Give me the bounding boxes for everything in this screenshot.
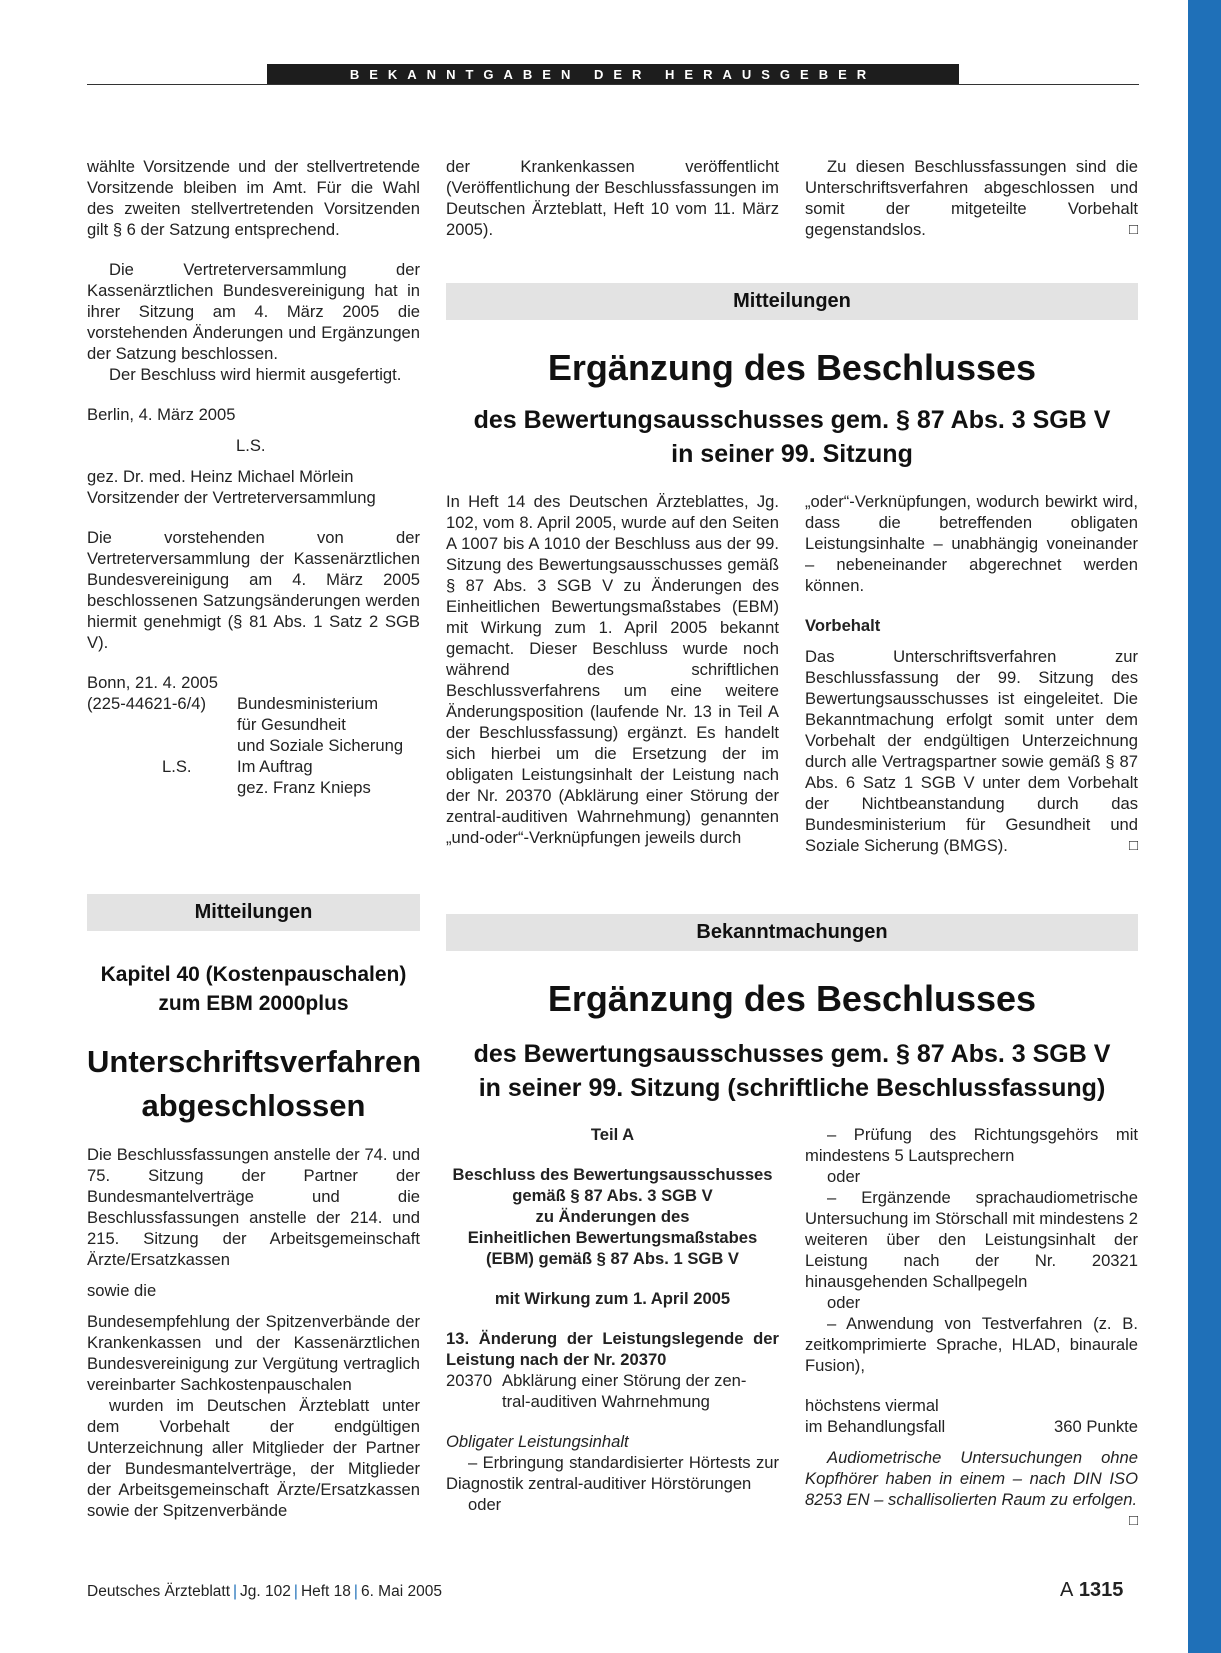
article-title: Ergänzung des Beschlusses	[547, 347, 1037, 388]
amendment-heading: 13. Änderung der Leistungslegende der Leistung nach der Nr. 20370	[446, 1329, 779, 1369]
paragraph: Bundesempfehlung der Spitzenverbände der Krankenkassen und der Kassenärztlichen Bundesvereinigung zur Vergütung vertraglich vereinbarter Sachkostenpauschalen	[87, 1312, 420, 1394]
issue: Heft 18	[300, 1583, 351, 1600]
decision-heading: gemäß § 87 Abs. 3 SGB V	[512, 1186, 713, 1205]
decision-heading: Beschluss des Bewertungsausschusses	[452, 1165, 773, 1184]
oder: oder	[827, 1293, 861, 1312]
decision-heading: (EBM) gemäß § 87 Abs. 1 SGB V	[486, 1249, 739, 1268]
paragraph: In Heft 14 des Deutschen Ärzteblattes, Jg. 102, vom 8. April 2005, wurde auf den Seiten A 1007 bis A 1010 der Beschluss aus der 99. Sitzung des Bewertungsausschusses gemäß § 87 Abs. 3 SGB V zu Änderungen des Einheitlichen Bewertungsmaßstabes (EBM) mit Wirkung zum 1. April 2005 bekannt gemacht. Dieser Beschluss wurde noch während des schriftlichen Beschlussverfahrens um eine weitere Änderungsposition (laufende Nr. 13 in Teil A der Beschlussfassung) ergänzt. Es handelt sich hierbei um die Ersetzung der im obligaten Leistungsinhalt der Leistung nach der Nr. 20370 (Abklärung einer Störung der zentral-auditiven Wahrnehmung) genannten „und-oder“-Verknüpfungen jeweils durch	[446, 492, 779, 847]
seal: L.S.	[236, 436, 266, 455]
subheading: Vorbehalt	[805, 616, 881, 635]
seal: L.S.	[162, 757, 192, 776]
ministry-line: für Gesundheit	[237, 715, 346, 734]
end-mark: □	[1128, 1512, 1138, 1529]
paragraph: „oder“-Verknüpfungen, wodurch bewirkt wird, dass die betreffenden obligaten Leistungsinhalte – unabhängig voneinander – nebeneinander abgerechnet werden können.	[805, 492, 1138, 595]
end-mark: □	[1128, 221, 1138, 238]
fee-description: tral-auditiven Wahrnehmung	[502, 1392, 710, 1411]
decision-heading: Einheitlichen Bewertungsmaßstabes	[467, 1228, 758, 1247]
article3-left-column	[446, 1124, 779, 1515]
fee-description: Abklärung einer Störung der zen-	[502, 1371, 747, 1390]
article-title: Unterschriftsverfahren	[87, 1044, 422, 1079]
kicker: zum EBM 2000plus	[158, 992, 349, 1015]
footer-citation: Deutsches Ärzteblatt | Jg. 102 | Heft 18 | 6. Mai 2005	[87, 1583, 442, 1600]
paragraph: – Erbringung standardisierter Hörtests zur Diagnostik zentral-auditiver Hörstörungen	[446, 1453, 779, 1493]
paragraph: Die Beschlussfassungen anstelle der 74. und 75. Sitzung der Partner der Bundesmantelverträge und die Beschlussfassungen anstelle der 214. und 215. Sitzung der Arbeitsgemeinschaft Ärzte/Ersatzkassen	[87, 1145, 420, 1269]
col3-top	[805, 156, 1138, 240]
signer: gez. Dr. med. Heinz Michael Mörlein	[87, 467, 354, 486]
edge-color-bar	[1188, 0, 1221, 1653]
decision-heading: zu Änderungen des	[535, 1207, 690, 1226]
paragraph: wurden im Deutschen Ärzteblatt unter dem Vorbehalt der endgültigen Unterzeichnung aller Mitglieder der Partner der Bundesmantelverträge, der Mitglieder der Arbeitsgemeinschaft Ärzte/Ersatzkassen sowie der Spitzenverbände	[87, 1396, 420, 1520]
place-date: Berlin, 4. März 2005	[87, 405, 236, 424]
paragraph: Zu diesen Beschlussfassungen sind die Unterschriftsverfahren abgeschlossen und somit der mitgeteilte Vorbehalt gegenstandslos. □	[805, 157, 1138, 239]
note: Audiometrische Untersuchungen ohne Kopfhörer haben in einem – nach DIN ISO 8253 EN – schallisolierten Raum zu erfolgen. □	[805, 1448, 1138, 1529]
fee-number: 20370	[446, 1371, 493, 1390]
header-rule	[87, 84, 1139, 85]
oder: oder	[827, 1167, 861, 1186]
paragraph: wählte Vorsitzende und der stellvertretende Vorsitzende bleiben im Amt. Für die Wahl des zweiten stellvertretenden Vorsitzenden gilt § 6 der Satzung entsprechend.	[87, 157, 420, 239]
section-header-band: BEKANNTGABEN DER HERAUSGEBER	[267, 64, 959, 85]
journal-name: Deutsches Ärzteblatt	[87, 1583, 231, 1600]
article-subtitle: in seiner 99. Sitzung (schriftliche Beschlussfassung)	[478, 1074, 1106, 1102]
frequency: höchstens viermal	[805, 1396, 939, 1415]
paragraph: – Anwendung von Testverfahren (z. B. zeitkomprimierte Sprache, HLAD, binaurale Fusion),	[805, 1314, 1138, 1375]
article-subtitle: des Bewertungsausschusses gem. § 87 Abs. 3 SGB V	[473, 406, 1111, 434]
place-date: Bonn, 21. 4. 2005	[87, 673, 219, 692]
paragraph: Der Beschluss wird hiermit ausgefertigt.	[109, 365, 402, 384]
paragraph: der Krankenkassen veröffentlicht (Veröffentlichung der Beschlussfassungen im Deutschen Ärzteblatt, Heft 10 vom 11. März 2005).	[446, 157, 779, 239]
signer-role: Vorsitzender der Vertreterversammlung	[87, 488, 376, 507]
paragraph: Das Unterschriftsverfahren zur Beschlussfassung der 99. Sitzung des Bewertungsausschusses ist eingeleitet. Die Bekanntmachung erfolgt somit unter dem Vorbehalt der endgültigen Unterzeichnung durch alle Vertragspartner sowie gemäß § 87 Abs. 6 Satz 1 SGB V unter dem Vorbehalt der Nichtbeanstandung durch das Bundesministerium für Gesundheit und Soziale Sicherung (BMGS). □	[805, 647, 1138, 855]
article2-body	[87, 1144, 420, 1521]
part-heading: Teil A	[590, 1125, 635, 1144]
article-title: Ergänzung des Beschlusses	[547, 978, 1037, 1019]
paragraph: Die Vertreterversammlung der Kassenärztlichen Bundesvereinigung hat in ihrer Sitzung am 4. März 2005 die vorstehenden Änderungen und Ergänzungen der Satzung beschlossen.	[87, 260, 420, 363]
article-subtitle: in seiner 99. Sitzung	[671, 440, 913, 468]
ministry-line: und Soziale Sicherung	[237, 736, 404, 755]
paragraph: – Prüfung des Richtungsgehörs mit mindestens 5 Lautsprechern	[805, 1125, 1138, 1165]
article3-right-column	[805, 1124, 1138, 1531]
date: 6. Mai 2005	[360, 1583, 442, 1600]
end-mark: □	[1128, 837, 1138, 854]
section-band-bekanntmachungen: Bekanntmachungen	[446, 914, 1138, 951]
article-subtitle: des Bewertungsausschusses gem. § 87 Abs. 3 SGB V	[473, 1040, 1111, 1068]
subheading: Obligater Leistungsinhalt	[446, 1432, 629, 1451]
reference-number: (225-44621-6/4)	[87, 694, 207, 713]
points: 360 Punkte	[1054, 1417, 1138, 1436]
article1-right-column	[805, 491, 1138, 856]
paragraph: – Ergänzende sprachaudiometrische Untersuchung im Störschall mit mindestens 2 weiteren über den Leistungsinhalt der Leistung nach der Nr. 20321 hinausgehenden Schallpegeln	[805, 1188, 1138, 1291]
order-line: Im Auftrag	[237, 757, 313, 776]
effective-date: mit Wirkung zum 1. April 2005	[494, 1289, 731, 1308]
frequency: im Behandlungsfall	[805, 1417, 946, 1436]
article-title: abgeschlossen	[141, 1088, 366, 1123]
section-band-mitteilungen: Mitteilungen	[87, 894, 420, 931]
col2-top	[446, 156, 779, 240]
page-number: A 1315	[1060, 1579, 1124, 1601]
volume: Jg. 102	[240, 1583, 291, 1600]
paragraph: Die vorstehenden von der Vertreterversammlung der Kassenärztlichen Bundesvereinigung am 4. März 2005 beschlossenen Satzungsänderungen werden hiermit genehmigt (§ 81 Abs. 1 Satz 2 SGB V).	[87, 528, 420, 652]
signer: gez. Franz Knieps	[237, 778, 371, 797]
ministry-line: Bundesministerium	[237, 694, 379, 713]
oder: oder	[468, 1495, 502, 1514]
article1-left-column	[446, 491, 779, 848]
col1-top	[87, 156, 420, 798]
kicker: Kapitel 40 (Kostenpauschalen)	[100, 963, 407, 986]
section-band-mitteilungen: Mitteilungen	[446, 283, 1138, 320]
paragraph: sowie die	[87, 1281, 157, 1300]
